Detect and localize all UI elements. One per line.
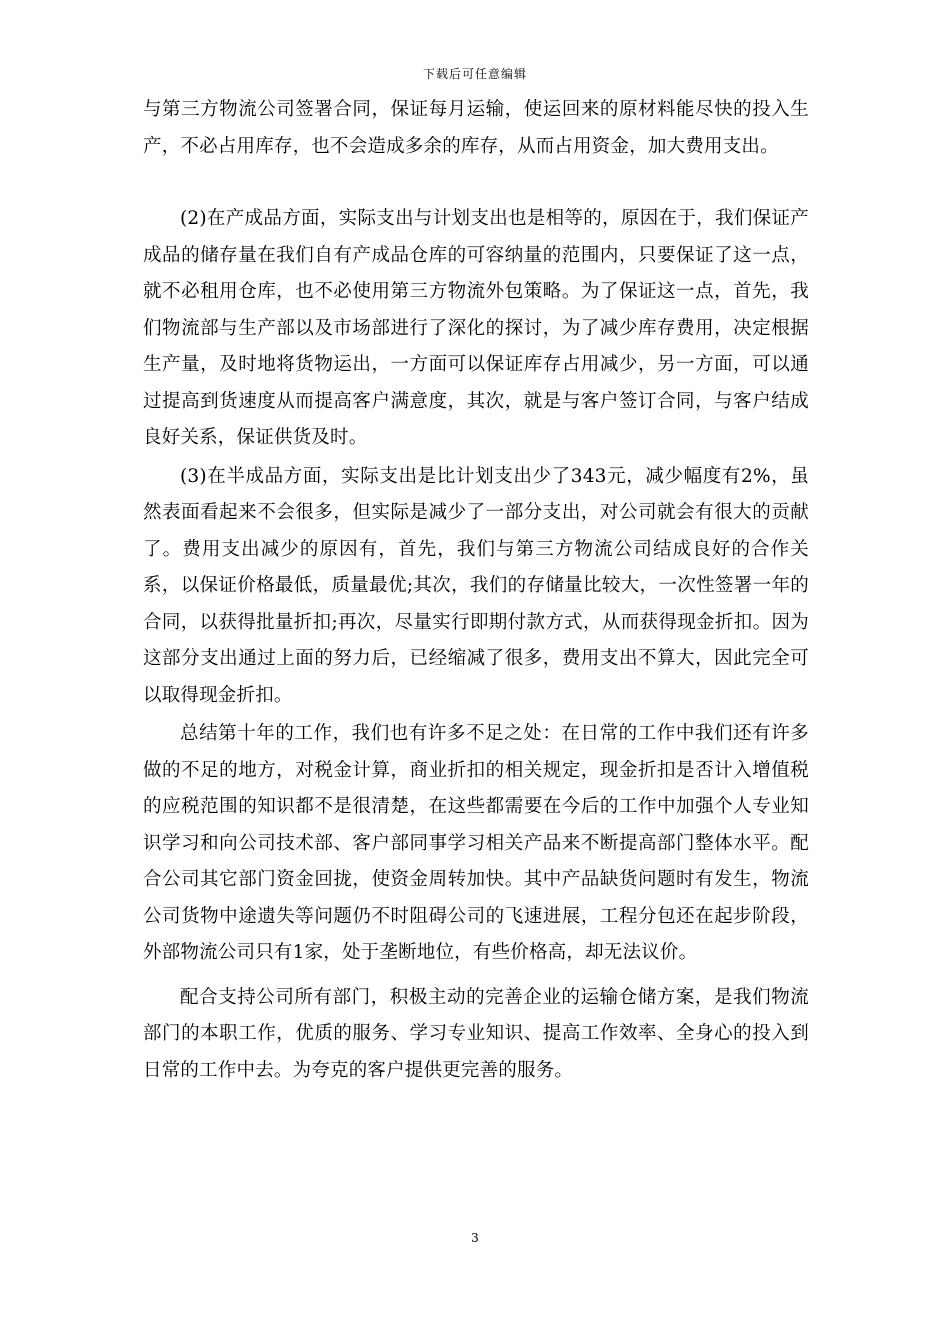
page-header-note: 下载后可任意编辑 xyxy=(422,67,527,81)
paragraph-summary: 总结第十年的工作，我们也有许多不足之处：在日常的工作中我们还有许多做的不足的地方，对税金计算，商业折扣的相关规定，现金折扣是否计入增值税的应税范围的知识都不是很清楚，在这些都需要在今后的工作中加强个人专业知识学习和向公司技术部、客户部同事学习相关产品来不断提高部门整体水平。配合公司其它部门资金回拢，使资金周转加快。其中产品缺货问题时有发生，物流公司货物中途遗失等问题仍不时阻碍公司的飞速进展，工程分包还在起步阶段，外部物流公司只有1家，处于垄断地位，有些价格高，却无法议价。 xyxy=(143,723,809,963)
page-number: 3 xyxy=(471,1231,479,1245)
document-body xyxy=(143,92,809,1089)
paragraph-conclusion: 配合支持公司所有部门，积极主动的完善企业的运输仓储方案，是我们物流部门的本职工作，优质的服务、学习专业知识、提高工作效率、全身心的投入到日常的工作中去。为夸克的客户提供更完善的服务。 xyxy=(143,986,809,1081)
paragraph-finished-goods: (2)在产成品方面，实际支出与计划支出也是相等的，原因在于，我们保证产成品的储存量在我们自有产成品仓库的可容纳量的范围内，只要保证了这一点，就不必租用仓库，也不必使用第三方物流外包策略。为了保证这一点，首先，我们物流部与生产部以及市场部进行了深化的探讨，为了减少库存费用，决定根据生产量，及时地将货物运出，一方面可以保证库存占用减少，另一方面，可以通过提高到货速度从而提高客户满意度，其次，就是与客户签订合同，与客户结成良好关系，保证供货及时。 xyxy=(143,208,809,448)
paragraph-semi-finished-goods: (3)在半成品方面，实际支出是比计划支出少了343元，减少幅度有2%，虽然表面看起来不会很多，但实际是减少了一部分支出，对公司就会有很大的贡献了。费用支出减少的原因有，首先，我们与第三方物流公司结成良好的合作关系，以保证价格最低，质量最优;其次，我们的存储量比较大，一次性签署一年的合同，以获得批量折扣;再次，尽量实行即期付款方式，从而获得现金折扣。因为这部分支出通过上面的努力后，已经缩减了很多，费用支出不算大，因此完全可以取得现金折扣。 xyxy=(143,465,809,706)
paragraph-continuation: 与第三方物流公司签署合同，保证每月运输，使运回来的原材料能尽快的投入生产，不必占用库存，也不会造成多余的库存，从而占用资金，加大费用支出。 xyxy=(143,99,809,157)
